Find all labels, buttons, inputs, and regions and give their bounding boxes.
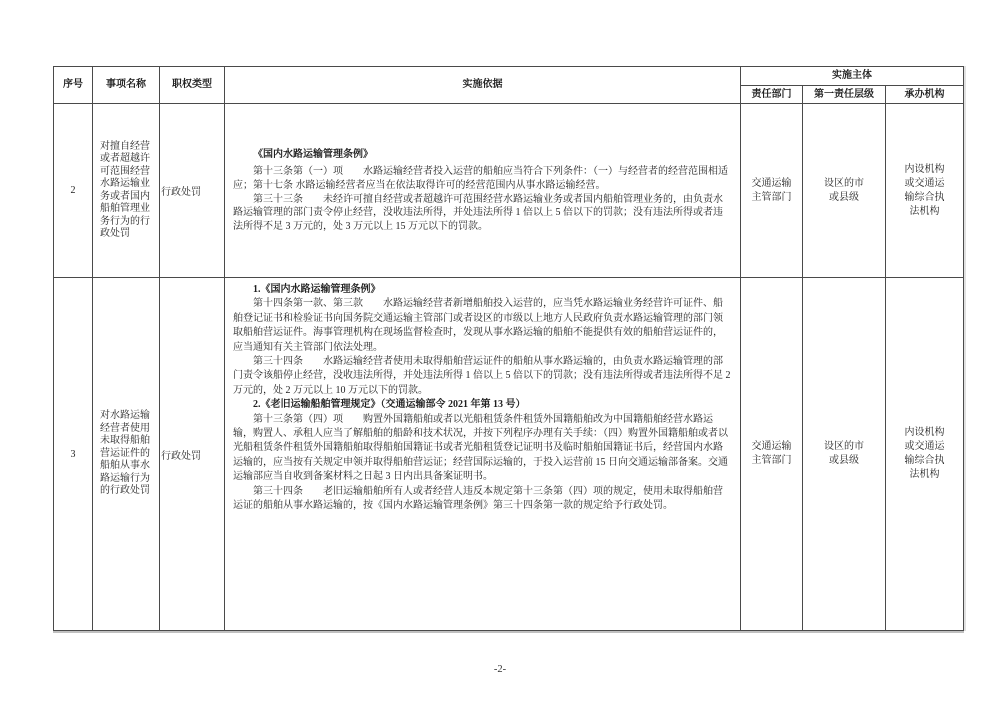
- cell-authority-type: [160, 104, 225, 278]
- basis-law-title: 1.《国内水路运输管理条例》: [253, 284, 381, 295]
- seq-value: 3: [70, 448, 76, 460]
- header-seq: 序号: [54, 67, 93, 104]
- cell-basis: [225, 278, 741, 631]
- first-level-text: 设区的市或县级: [824, 441, 864, 466]
- header-authority-type: 职权类型: [160, 67, 225, 104]
- header-row-1: [54, 67, 964, 86]
- responsible-dept-text: 交通运输主管部门: [751, 177, 792, 203]
- header-undertaking-org: 承办机构: [886, 86, 964, 104]
- basis-paragraph: 第三十四条 老旧运输船舶所有人或者经营人违反本规定第十三条第（四）项的规定，使用未取得船舶营运证的船舶从事水路运输的，按《国内水路运输管理条例》第三十四条第一款的规定给予行政处罚。: [233, 485, 723, 512]
- authority-type-text: 行政处罚: [161, 187, 201, 198]
- responsible-dept-text: 交通运输主管部门: [751, 441, 792, 466]
- cell-first-level: [803, 278, 886, 631]
- cell-seq: [54, 104, 93, 278]
- cell-basis: [225, 104, 741, 278]
- cell-undertaking-org: [886, 278, 964, 631]
- cell-seq: [54, 278, 93, 631]
- undertaking-org-text: 内设机构或交通运输综合执法机构: [904, 163, 945, 217]
- basis-paragraph: 第三十四条 水路运输经营者使用未取得船舶营运证件的船舶从事水路运输的，由负责水路运输管理的部门责令该船停止经营，没收违法所得，并处违法所得 1 倍以上 5 倍以下的罚款；没有违法所得或者违法所得不足 2 万元的，处 2 万元以上 10 万元以下的罚款。: [233, 356, 731, 396]
- header-impl-subject: 实施主体: [741, 67, 964, 86]
- item-name-text: 对擅自经营或者超越许可范围经营水路运输业务或者国内船舶管理业务行为的行政处罚: [100, 140, 150, 239]
- basis-paragraph: 第十四条第一款、第三款 水路运输经营者新增船舶投入运营的，应当凭水路运输业务经营许可证件、船舶登记证书和检验证书向国务院交通运输主管部门或者设区的市级以上地方人民政府负责水路运输管理的部门领取船舶营运证件。海事管理机构在现场监督检查时，发现从事水路运输的船舶不能提供有效的船舶营运证件的，应当通知有关主管部门依法处理。: [233, 298, 723, 353]
- table-row-3: [54, 278, 964, 631]
- cell-authority-type: [160, 278, 225, 631]
- cell-responsible-dept: [741, 278, 803, 631]
- page-number: -2-: [493, 664, 507, 675]
- basis-paragraph: 第十三条第（四）项 购置外国籍船舶或者以光船租赁条件租赁外国籍船舶改为中国籍船舶经营水路运输，购置人、承租人应当了解船舶的船龄和技术状况，并按下列程序办理有关手续：（四）购置外国籍船舶或者以光船租赁条件租赁外国籍船舶取得船舶国籍证书或者光船租赁登记证明书及临时船舶国籍证书后，经营国内水路运输的，应当按有关规定申领并取得船舶营运证；经营国际运输的，于投入运营前 15 日向交通运输部备案。交通运输部应当自收到备案材料之日起 3 日内出具备案证明书。: [233, 413, 728, 483]
- cell-responsible-dept: [741, 104, 803, 278]
- header-basis: 实施依据: [225, 67, 741, 104]
- undertaking-org-text: 内设机构或交通运输综合执法机构: [904, 427, 945, 480]
- header-item-name: 事项名称: [93, 67, 160, 104]
- cell-item-name: [93, 104, 160, 278]
- cell-first-level: [803, 104, 886, 278]
- item-name-text: 对水路运输经营者使用未取得船舶营运证件的船舶从事水路运输行为的行政处罚: [100, 410, 150, 497]
- basis-paragraph: 第十三条第（一）项 水路运输经营者投入运营的船舶应当符合下列条件：（一）与经营者的经营范围相适应；第十七条 水路运输经营者应当在依法取得许可的经营范围内从事水路运输经营。: [233, 166, 728, 191]
- seq-value: 2: [70, 185, 76, 196]
- cell-item-name: [93, 278, 160, 631]
- authority-matrix-table: [53, 66, 964, 631]
- first-level-text: 设区的市或县级: [824, 177, 864, 203]
- table-row-2: [54, 104, 964, 278]
- basis-law-title: 《国内水路运输管理条例》: [253, 148, 373, 160]
- header-responsible-dept: 责任部门: [741, 86, 803, 104]
- basis-paragraph: 第三十三条 未经许可擅自经营或者超越许可范围经营水路运输业务或者国内船舶管理业务的，由负责水路运输管理的部门责令停止经营，没收违法所得，并处违法所得 1 倍以上 5 倍以下的罚款；没有违法所得或者违法所得不足 3 万元的，处 3 万元以上 15 万元以下的罚款。: [233, 193, 723, 232]
- basis-law-title: 2.《老旧运输船舶管理规定》（交通运输部令 2021 年第 13 号）: [253, 399, 526, 411]
- cell-undertaking-org: [886, 104, 964, 278]
- authority-type-text: 行政处罚: [161, 450, 201, 462]
- header-first-level: 第一责任层级: [803, 86, 886, 104]
